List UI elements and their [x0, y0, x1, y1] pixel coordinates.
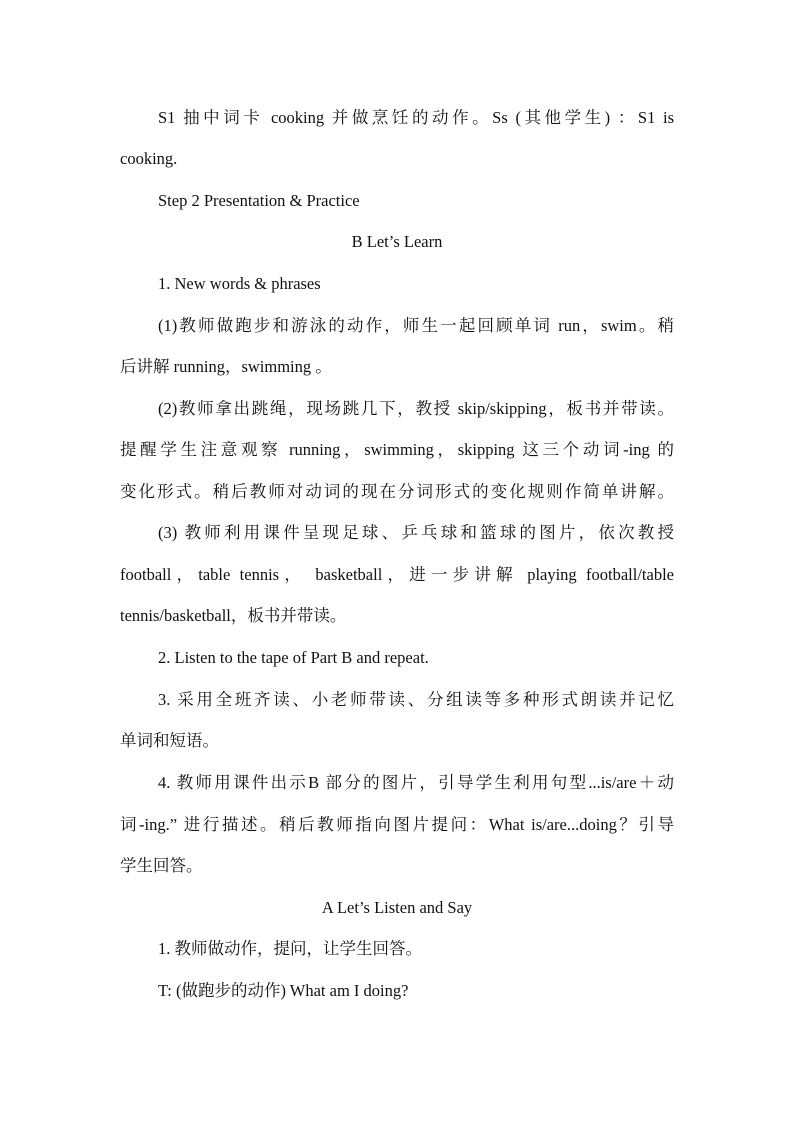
section-title-a-lets-listen-and-say: A Let’s Listen and Say [321, 898, 473, 917]
item-1-new-words: 1. New words & phrases [158, 274, 321, 293]
step-2-heading: Step 2 Presentation & Practice [158, 191, 360, 210]
item-1-sub-3-line-3: tennis/basketball，板书并带读。 [120, 606, 347, 625]
listen-say-item-1: 1. 教师做动作，提问，让学生回答。 [158, 939, 422, 958]
paragraph-s1-cooking-line-2: cooking. [120, 149, 178, 168]
item-4-line-1: 4. 教师用课件出示B 部分的图片，引导学生利用句型...is/are＋动 [158, 773, 674, 792]
dialogue-teacher-line: T: (做跑步的动作) What am I doing? [158, 981, 409, 1000]
item-1-sub-1-line-2: 后讲解 running，swimming 。 [120, 357, 332, 376]
paragraph-s1-cooking-line-1: S1 抽中词卡 cooking 并做烹饪的动作。Ss (其他学生) ：S1 is [158, 108, 674, 127]
item-1-sub-3-line-1: (3) 教师利用课件呈现足球、乒乓球和篮球的图片，依次教授 [158, 523, 674, 542]
item-3-line-1: 3. 采用全班齐读、小老师带读、分组读等多种形式朗读并记忆 [158, 690, 674, 709]
item-1-sub-2-line-3: 变化形式。稍后教师对动词的现在分词形式的变化规则作简单讲解。 [120, 482, 674, 501]
item-1-sub-1-line-1: (1)教师做跑步和游泳的动作，师生一起回顾单词 run，swim。稍 [158, 316, 674, 335]
item-4-line-2: 词-ing.” 进行描述。稍后教师指向图片提问：What is/are...doing？引导 [120, 815, 674, 834]
item-2-listen: 2. Listen to the tape of Part B and repeat. [158, 648, 429, 667]
section-title-b-lets-learn: B Let’s Learn [351, 232, 443, 251]
item-1-sub-2-line-1: (2)教师拿出跳绳，现场跳几下，教授 skip/skipping，板书并带读。 [158, 399, 674, 418]
item-1-sub-3-line-2: football，table tennis， basketball，进一步讲解 playing football/table [120, 565, 674, 584]
item-1-sub-2-line-2: 提醒学生注意观察 running，swimming，skipping 这三个动词-ing 的 [120, 440, 674, 459]
item-3-line-2: 单词和短语。 [120, 731, 219, 750]
item-4-line-3: 学生回答。 [120, 856, 203, 875]
